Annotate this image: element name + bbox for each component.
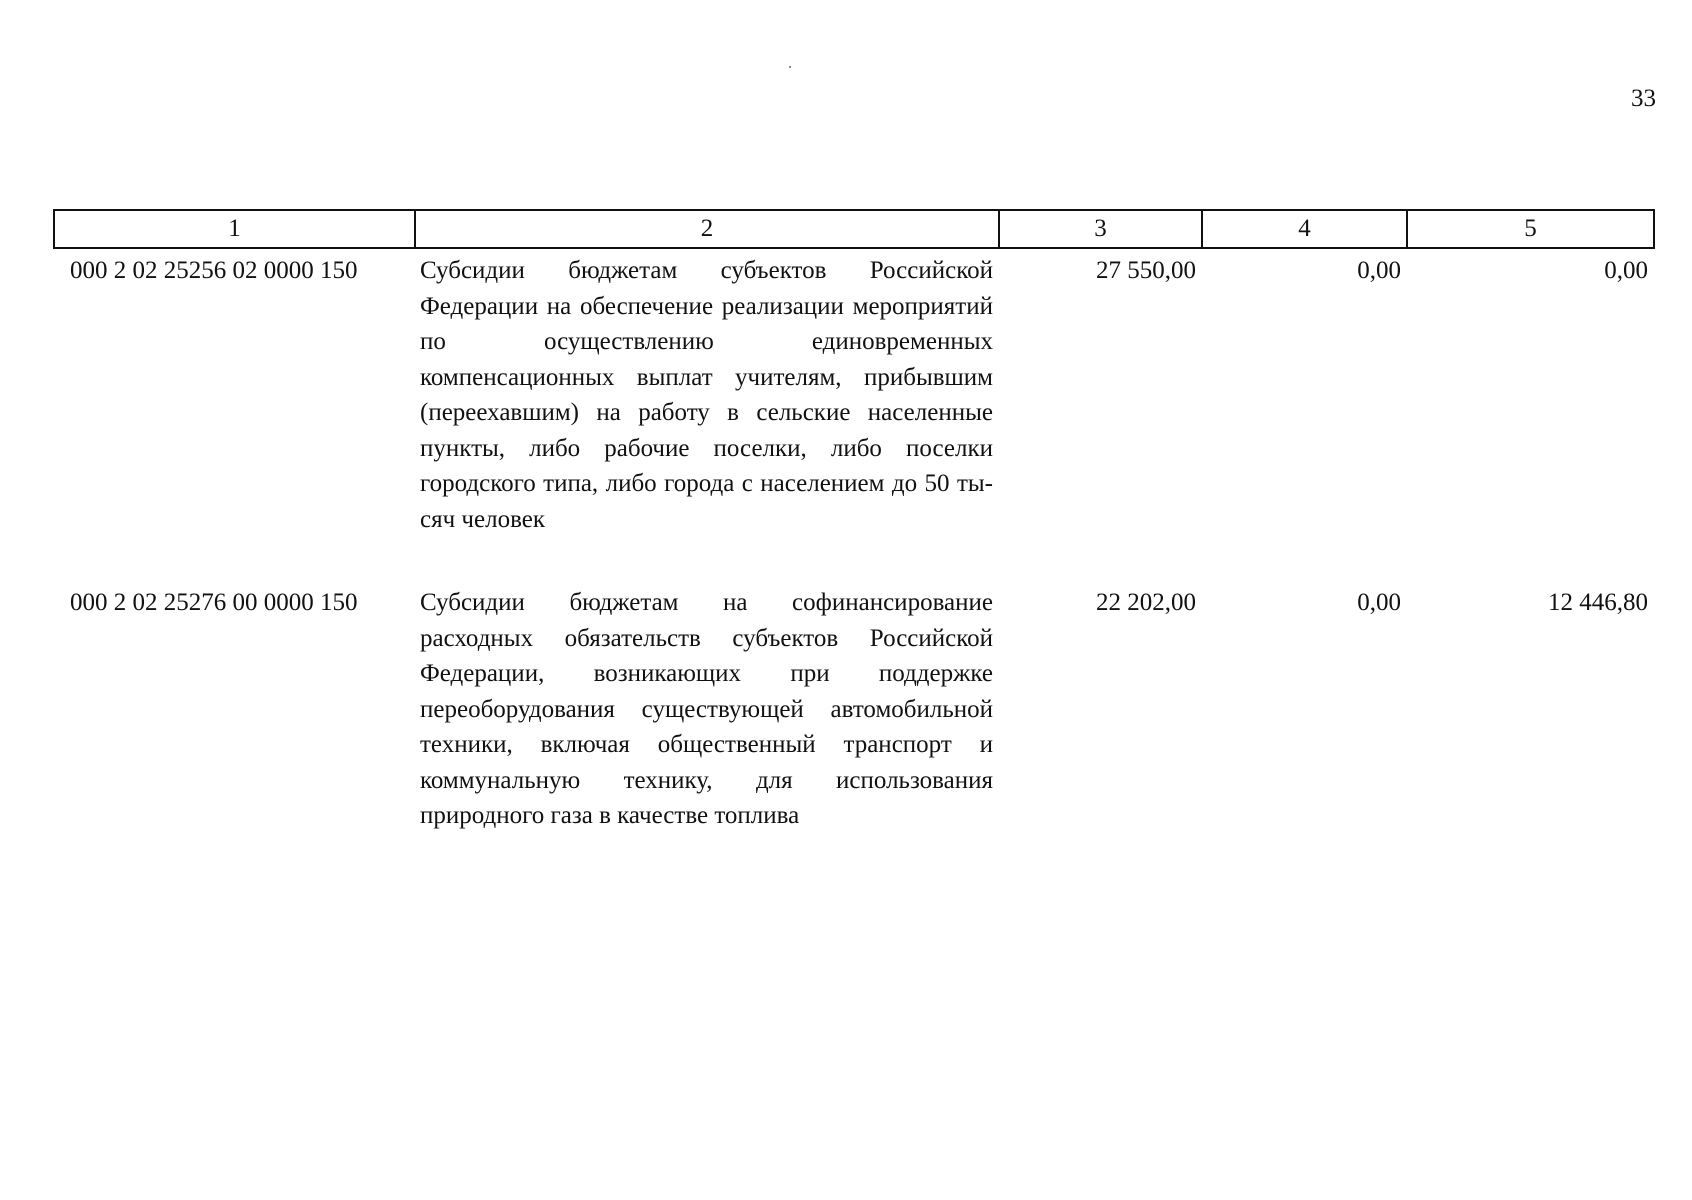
row-description: Субсидии бюджетам на софинансирование расходных обязательств субъектов Российской Федерации, возникающих при поддержке переоборудования существующей автомобильной техники, включая общественный транспорт и коммунальную технику, для использования природного газа в качестве топлива [420, 589, 993, 829]
header-col-2: 2 [415, 210, 999, 248]
row-value-col3: 27 550,00 [1096, 257, 1196, 284]
row-code: 000 2 02 25276 00 0000 150 [70, 589, 358, 616]
table-row [54, 581, 1654, 834]
budget-table-container [53, 209, 1653, 834]
header-row [54, 210, 1654, 248]
row-value-col5: 0,00 [1604, 257, 1648, 284]
budget-table [53, 209, 1655, 834]
row-value-col3: 22 202,00 [1096, 589, 1196, 616]
table-header [54, 210, 1654, 248]
row-value-col5: 12 446,80 [1548, 589, 1648, 616]
row-description: Субсидии бюджетам субъектов Российской Федерации на обеспечение реализации мероприятий по осуществлению единовременных компенсационных выплат учителям, прибывшим (переехавшим) на работу в сельские населенные пункты, либо рабочие поселки, либо поселки городского типа, либо города с населением до 50 тысяч человек [420, 257, 993, 533]
row-value-col4: 0,00 [1357, 257, 1401, 284]
row-value-col4: 0,00 [1357, 589, 1401, 616]
header-col-5: 5 [1407, 210, 1654, 248]
table-row [54, 248, 1654, 581]
header-col-1: 1 [54, 210, 415, 248]
header-col-3: 3 [999, 210, 1202, 248]
row-code: 000 2 02 25256 02 0000 150 [70, 257, 358, 284]
header-col-4: 4 [1202, 210, 1407, 248]
table-body [54, 248, 1654, 834]
scan-speck [789, 66, 791, 68]
page-number: 33 [1631, 85, 1656, 112]
